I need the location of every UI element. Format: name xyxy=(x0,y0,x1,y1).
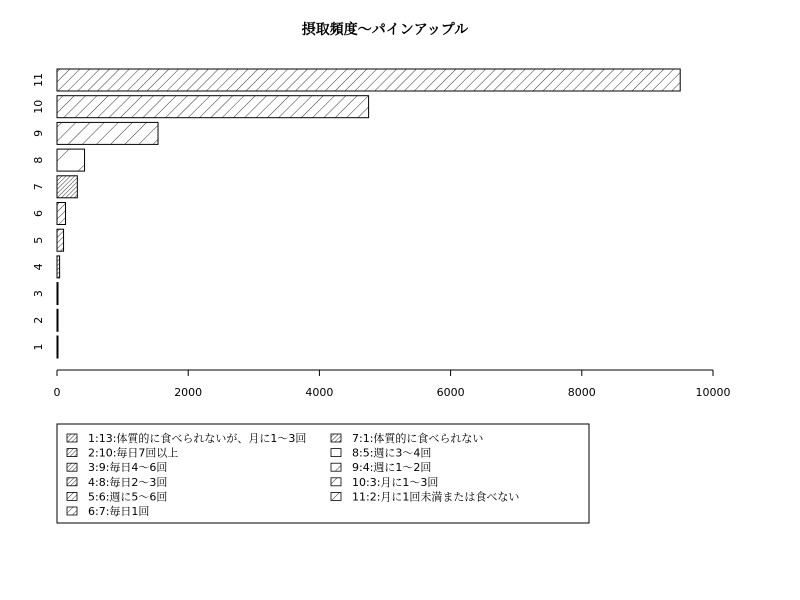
bar-1 xyxy=(57,336,58,358)
bar-fill-8 xyxy=(57,149,85,171)
y-tick-label-7: 7 xyxy=(32,183,45,191)
y-tick-label-6: 6 xyxy=(32,210,45,217)
legend-swatch-fill-11 xyxy=(331,492,341,500)
legend-swatch-fill-3 xyxy=(67,463,77,471)
legend-entry-5: 5:6:週に5〜6回 xyxy=(88,490,168,504)
bar-2 xyxy=(57,309,58,331)
y-tick-label-8: 8 xyxy=(32,156,45,164)
legend-swatch-fill-10 xyxy=(331,478,341,486)
legend-entry-7: 7:1:体質的に食べられない xyxy=(352,432,484,445)
bars-group xyxy=(57,69,680,358)
bar-fill-11 xyxy=(57,69,680,91)
legend-swatch-fill-9 xyxy=(331,463,341,471)
legend-swatch-fill-6 xyxy=(67,507,77,515)
x-axis xyxy=(54,370,731,399)
legend-swatch-fill-1 xyxy=(67,434,77,442)
legend-entry-1: 1:13:体質的に食べられないが、月に1〜3回 xyxy=(88,432,307,445)
x-tick-label-2000: 2000 xyxy=(174,386,203,399)
y-tick-label-11: 11 xyxy=(32,73,45,87)
legend-entry-10: 10:3:月に1〜3回 xyxy=(352,475,439,489)
legend-entry-3: 3:9:毎日4〜6回 xyxy=(88,461,168,475)
legend-swatch-fill-7 xyxy=(331,434,341,442)
legend-swatch-fill-8 xyxy=(331,449,341,457)
x-tick-label-10000: 10000 xyxy=(695,386,731,399)
y-tick-label-10: 10 xyxy=(32,99,45,114)
legend-entry-2: 2:10:毎日7回以上 xyxy=(88,446,179,460)
y-axis xyxy=(32,73,45,351)
x-tick-label-6000: 6000 xyxy=(436,386,465,399)
y-tick-label-4: 4 xyxy=(32,263,45,271)
legend-entry-11: 11:2:月に1回未満または食べない xyxy=(352,490,520,504)
legend-entry-4: 4:8:毎日2〜3回 xyxy=(88,475,168,489)
legend-entry-6: 6:7:毎日1回 xyxy=(88,505,150,518)
x-tick-label-8000: 8000 xyxy=(567,386,596,399)
y-tick-label-1: 1 xyxy=(32,343,45,351)
bar-fill-7 xyxy=(57,176,77,198)
bar-fill-5 xyxy=(57,229,64,251)
x-tick-label-4000: 4000 xyxy=(305,386,334,399)
y-tick-label-9: 9 xyxy=(32,129,45,137)
legend-entry-9: 9:4:週に1〜2回 xyxy=(352,461,432,475)
legend-swatch-fill-5 xyxy=(67,492,77,500)
bar-fill-10 xyxy=(57,96,369,118)
bar-3 xyxy=(57,283,58,305)
y-tick-label-3: 3 xyxy=(32,290,45,298)
legend xyxy=(57,424,589,523)
bar-fill-6 xyxy=(57,203,66,225)
x-tick-label-0: 0 xyxy=(53,386,61,399)
chart-title: 摂取頻度〜パインアップル xyxy=(301,22,469,38)
legend-swatch-fill-2 xyxy=(67,449,77,457)
y-tick-label-2: 2 xyxy=(32,316,45,324)
y-tick-label-5: 5 xyxy=(32,236,45,244)
legend-swatch-fill-4 xyxy=(67,478,77,486)
bar-fill-9 xyxy=(57,122,158,144)
legend-entry-8: 8:5:週に3〜4回 xyxy=(352,446,432,460)
